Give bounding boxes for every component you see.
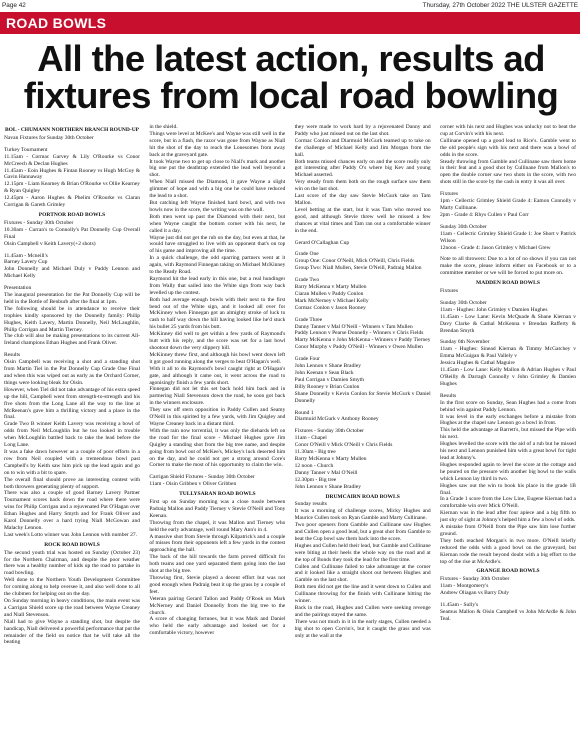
paragraph: Barney Lavery Cup [4,259,48,266]
paragraph: 11.15am - Cormac Garvey & Lily O'Rourke vs Conor McCreech & Declan Hughes [4,153,140,167]
paragraph: McKinney threw first, and although his bowl went down left it got good running along the verges to beat O'Hagan's well. [149,351,286,365]
paragraph: 11am - Oisin Gribben v Oliver Gribben [149,481,237,488]
paragraph: Hughes levelled the score with the aid of a rub but he missed his next and Lennon punished him with a great bowl for tight lead at Johnny's. [439,441,576,461]
paragraph: Hughes responded again to level the score at the cottage and he poured on the pressure with another big bowl to the walls which Lennon lay third in two. [439,461,576,482]
paragraph: Finnegan did not let this set back hold him back and in partnering Niall Stevenson down the road, he soon got back in the winners enclosure. [149,386,286,407]
paragraph: Group One: Conor O'Neill, Mick O'Neill, Chris Fields [294,258,415,265]
paragraph: Marty McKenna v John McKenna - Winners v Paddy Tierney [294,337,431,344]
section-heading: BOL - CHUMANN NORTHERN BRANCH ROUND-UP [4,127,140,133]
paragraph: Sunday 30th October [439,223,487,230]
paragraph: Results [439,392,457,399]
paragraph: Ciaran Mullen v Paddy Conlon [294,290,364,297]
paragraph: Both had average enough bowls with their next to the first bend out of the White sign, and it looked all over for McKinney when Finnegan got an almighty stroke of luck to cash to half way down the hill having looked like he'd stuck his bullet 25 yards from his butt. [149,296,286,331]
paragraph: However, when Tiel did not take advantage of his extra speed up the hill, Campbell went from strength-to-strength and his five shots from the Long Lane all the way to the line at McReenan's gave him a thrilling victory and a place in the final. [4,386,140,421]
paragraph: 11am - Cellectic Grimley Shield Grade 1: Joe Short v Patrick Wilson [439,230,576,244]
paragraph: Steady throwing from Gamble and Cullinane saw them home in their feat and a good shot by Cullinane from Mallon's to open the double corner saw two shots in the score, with two shots still in the score by the cash in entry it was all over. [439,158,576,186]
paragraph: When Niall missed the Diamond, it gave Wayne a slight glimmer of hope and with a big one he could have reduced the lead to a shot. [149,179,286,200]
paragraph: 11.45am - Low Lane: Kelly Mallon & Adrian Hughes v Paul O'Reilly & Darragh Connolly v John Grimley & Damien Hughes [439,367,576,387]
paragraph: Danny Tanner v Mal O'Neill [294,469,358,476]
paragraph: McKinney did well to get within a few yards of Raymond's butt with his reply, and the score was set for a last bowl shootout down the very slippery hill. [149,331,286,351]
paragraph: There was not much in it in the early stages, Cullen needed a big shot to open Corvin's, but it caught the grass and was only at the wall at the [294,618,431,639]
paragraph: Grade Four [294,356,320,363]
headline: All the latest action, results ad fixtures from local road bowling [23,38,559,116]
paragraph: John Lennon v Shane Bradley [294,483,361,490]
paragraph: With it all to do Raymond's bowl caught right at O'Hagan's gate, and although it came out, it went across the road to agonisingly finish a few yards short. [149,365,286,386]
paragraph: in the shield. [149,124,178,130]
paragraph: Billy Rooney v Brian Conlon [294,383,360,390]
paragraph: Niall had to give Wayne a standing shot, but despite the handicap, Niall delivered a powerful performance that put the remainder of the field on notice that he will take all the beating [4,618,140,646]
paragraph: Oisin Campbell was receiving a shot and a standing shot from Martin Tiel in the Pat Donnelly Cup Grade One Final and when this was wiped out as early as the Orchard Corner, things were looking bleak for Oisin. [4,359,140,386]
section-heading: GRANGE ROAD BOWLS [476,568,540,575]
article-column [4,124,140,734]
paragraph: Veteran pairing Gerard Tallon and Paddy O'Rook on Mark McNerney and Daniel Donnelly from the big tree to the church. [149,595,286,616]
paragraph: Cormac Conlon v Jason Rooney [294,304,366,311]
paragraph: There was also a couple of good Barney Lavery Partner Tournament scores back down the road where there were wins for Philip Corrigan and a rejuvenated Pat O'Hagan over Ethan Hughes and Harry Smyth and for Frank Oliver and Karol Donnelly over a hard trying Niall McGowan and Malachy Lennon. [4,490,140,531]
paragraph: Very steady from them both on the rough surface saw them win on the last shot. [294,179,431,193]
paragraph: They saw off stern opposition in Paddy Cullen and Seamy O'Neill in this spirited by a few yards, with Jim Quigley and Wayne Creaney back in a distant third. [149,407,286,427]
paragraph: The second youth trial was hosted on Sunday (October 23) for the Northern Chairman, and despite the poor weather there was a healthy number of kids up the road to partake in road bowling. [4,549,140,577]
paragraph: Grade Two [294,277,320,284]
paragraph: Grade Two B winner Keith Lavery was receiving a bowl of odds from Neil McLoughlin but he too looked in trouble when McLoughlin battled back to take the lead before the Long Lane. [4,421,140,449]
paragraph: 12.30pm - Big tree [294,476,337,483]
paragraph: Raymond hit the lead early in this one, but a real hundinger from Wally that sailed into the White sign from way back levelled up the contest. [149,275,286,296]
paragraph: Seamus Mallon & Oisin Campbell vs John McArdle & John Teal. [439,609,576,622]
paragraph: 11.45am - Mcneill's [4,252,48,259]
paragraph: Jessica Hughes & Cathal Maguire [439,360,515,367]
paragraph: The inaugural presentation for the Pat Donnelly Cup will be held in the Bottle of Benburb after the final at 1pm. [4,292,140,305]
paragraph: 12.15pm - Liam Kearney & Brian O'Rourke vs Ollie Kearney & Ryan Quigley [4,181,140,195]
paragraph: 11am - Hughes: John Grimley v Damien Hughes [439,306,548,313]
paragraph: Turkey Tournament [4,146,48,153]
paragraph: Sunday results [294,501,327,508]
page-header [0,0,580,12]
paragraph: Andrew Oliagan vs Barry Duly [439,590,510,597]
paragraph: 11.45am - Eoin Hughes & Fintan Rooney vs Hugh McGoy & Gavin Hannaway [4,167,140,181]
paragraph: The back of the hill towards the farm proved difficult for both teams and one yard separated them going into the last shot at the big tree. [149,554,286,575]
paragraph: But catching left Wayne finished hard bowl, and with two bowls now in the score, the writing was on the wall. [149,199,286,213]
paragraph: They both reached Morgan's in two more. O'Neill briefly reduced the odds with a good bowl on the graveyard, but Kiernan rode the result beyond doubt with a big effort to the top of the rise at McArdle's. [439,537,576,565]
paragraph: Cullinane opened up a good lead to Rice's. Gamble went to the old people's sign with his next and there was a bowl of odds in the score. [439,137,576,158]
paragraph: Grade Three [294,316,323,323]
paragraph: Sunday 30th October [439,299,487,306]
paragraph: In the first score on Sunday, Sean Hughes had a come from behind win against Paddy Lennon. [439,399,576,413]
paragraph: Things were level at McKee's and Wayne was still well in the score, but in a flash, the razor was gone from Wayne as Niall hit the shot of the day to reach the Lonesomes from away back at the graveyard gate. [149,130,286,158]
paragraph: Back in the road, Hughes and Cullen were seeking revenge and the pairings stayed the same. [294,605,431,618]
paragraph: Presentation [4,285,32,292]
paragraph: It was level in the early exchanges before a mistake from Hughes at the chapel saw Lennon go a bowl in front. [439,413,576,427]
paragraph: 1pm - Cellectic Grimley Shield Grade 4: Eamon Connolly v Marty Cullinane. [439,198,576,211]
paragraph: Two poor openers from Gamble and Cullinane saw Hughes and Cullen open a good lead, but a great shot from Gamble to beat the Cup bowl saw them back into the score. [294,522,431,542]
section-heading: TULLYSARAN ROAD BOWLS [179,491,256,498]
paragraph: Fixtures - Sunday 30th October [439,576,510,583]
paragraph: Paddy Lennon v Pearse Donnelly - Winners v Chris Fields [294,330,424,337]
paragraph: Paul Corrigan v Damien Smyth [294,376,365,383]
paragraph: Last week's Lotto winner was John Lennon with number 27. [4,531,137,538]
paragraph: Barry McKenna v Marty Mullen [294,455,367,462]
paragraph: Throwing from the chapel, it was Mallon and Tierney who held the early advantage, well round Mary Ann's in 4. [149,519,286,533]
section-heading: MADDEN ROAD BOWLS [476,280,540,287]
paragraph: A score of changing fortunes, but it was Mark and Daniel who held the early advantage and looked set for a comfortable victory, however [149,616,286,637]
paragraph: A massive shot from Stevie through Kilpatrick's and a couple of misses from their opponents left a few yards in the contest approaching the hall. [149,533,286,554]
paragraph: Both teams missed chances early on and the score really only got interesting after Paddy O's where big Kev and young Michael asserted. [294,158,431,179]
paragraph: Shane Donnelly v Kevin Conlon for Stevie McGurk v Daniel Donnelly [294,390,431,404]
dateline: Thursday, 27th October 2022 THE ULSTER GAZETTE [422,2,578,9]
paragraph: Kiernan was in the lead after four apiece and a big fifth to just shy of sight at Johnny's helped him a few a bowl of odds. [439,510,576,524]
paragraph: 10.30am - Curran's to Connolly's Pat Donnelly Cup Overall Final [4,226,140,240]
paragraph: Hughes and Cullen held their lead, but Gamble and Cullinane were biting at their heels the whole way on the road and at the top of Bonds they took the lead for the first time. [294,542,431,563]
paragraph: Round 1 [294,409,314,416]
paragraph: Throwing first, Stevie played a decent effort but was not good enough when Padraig beat it up the grass by a couple of feet. [149,575,286,595]
section-heading: PORTNOR ROAD BOWLS [38,211,106,218]
article-columns [4,124,576,734]
paragraph: John Lennon v Shane Bradley [294,363,361,370]
article-column [440,124,576,734]
paragraph: Level betting at the start, but it was Tam who moved too good, and although Stevie threw well he missed a few chances at vital times and Tam ran out a comfortable winner in the end. [294,206,431,234]
paragraph: In a Grade 1 score from the Low Line, Eugene Kiernan had a comfortable win over Mick O'Neill. [439,496,576,510]
paragraph: With the rain now torrential, it was only the diehards left on the road for the final score - Michael Hughes gave Jim Quigley a standing shot from the big tree name, and despite going from bowl out of McKee's, Mickey's luck deserted him on the day, and he could not get a strong around Core's Corner to make the most of his opportunity to claim the win. [149,427,286,469]
paragraph: Conor Murphy v Paddy O'Neill - Winners v Owen Mullen [294,344,423,351]
paragraph: Hughes saw out the win to book his place in the grade 1B final. [439,482,576,496]
paragraph: Last score of the day saw Stevie McGurk take on Tam Mallon. [294,193,431,206]
paragraph: Danny Tanner v Mal O'Neill - Winners v Tam Mullen [294,323,413,330]
article-column [149,124,285,734]
paragraph: The overall final should prove an interesting contest with both throwers generating plenty of support. [4,476,140,490]
paragraph: 12.45pm - Aaron Hughes & Phelim O'Rourke vs Ciaran Corrigan & Gareth Grimley [4,195,140,209]
paragraph: John Donnelly and Michael Duly v Paddy Lennon and Michael Kelly [4,266,140,280]
paragraph: Cormac Conlon and Diarmuid McGurk teamed up to take on the challenge of Michael Kelly and Jim Morgan from the hall. [294,137,431,158]
paragraph: Oisin Campbell v Keith Lavery(+2 shots) [4,240,96,247]
paragraph: Fixtures - Sunday 30th October [294,428,365,435]
paragraph: Fixtures [439,191,459,198]
paragraph: 11am - Montgomery's [439,583,489,590]
section-heading: DRUMCAIRN ROAD BOWLS [325,493,400,500]
paragraph: Conor O'Neill v Mick O'Neill v Chris Fields [294,442,393,449]
paragraph: Cullen and Cullinane failed to take advantage at the corner and it looked like a straight shoot out between Hughes and Gamble on the last shot. [294,563,431,584]
paragraph: It was a morning of challenge scores, Micky Hughes and Maurice Cullen took on Ryan Gamble and Marty Cullinane. [294,508,431,522]
paragraph: Navan Fixtures for Sunday 30th October [4,134,94,141]
paragraph: Fixtures [439,288,459,295]
paragraph: 11.45am - Sully's [439,602,479,609]
paragraph: 11am - Chapel [294,435,327,442]
paragraph: The following should be in attendance to receive their trophies kindly sponsored by the Donnelly family: Philip Hughes, Keith Lavery, Martin Donnelly, Neil McLaughlin, Philip Corrigan and Martin Tierney. [4,305,140,333]
paragraph: Well done to the Northern Youth Development Committee for coming along to help oversee it, and also well done to all the clubmen for helping out on the day. [4,577,140,598]
paragraph: Both men went up past the Diamond with their next, but when Wayne caught the bottom corner with his next, he called it a day. [149,213,286,234]
page-number: Page 42 [2,2,26,9]
paragraph: A mistake from O'Neill from the Pipe saw him lose further ground. [439,524,576,537]
paragraph: Diarmuid McGurk v Anthony Rooney [294,416,379,423]
paragraph: 12 noon - Church [294,462,334,469]
paragraph: Gerard O'Callaghan Cup [294,239,350,246]
paragraph: Mark McNerney v Michael Kelly [294,297,369,304]
paragraph: Barry McKenna v Marty Mullen [294,284,367,291]
section-heading: ROCK ROAD BOWLS [44,541,100,548]
paragraph: 11.45am - Low Lane: Kevin McQuade & Shane Kiernan v Davy Clarke & Cathal McKenna v Brendan Rafferty & Brendan Smyth [439,313,576,334]
paragraph: It was a fake dawn however as a couple of poor efforts in a row from Neil coupled with a tremendous bowl past Campbell's by Keith saw him pick up the lead again and go on to win with a bit to spare. [4,448,140,476]
paragraph: It took Wayne two to get up close to Niall's mark and another big one put the deathtrap extended the lead well beyond a shot. [149,158,286,179]
paragraph: In a quick challenge, the odd sparring partners went at it again, with Raymond Finnegan taking on Michael McKinney to the Ready Road. [149,255,286,276]
paragraph: John Keenan v Sean Black [294,370,354,376]
paragraph: Sunday 6th November [439,339,490,346]
paragraph: Fixtures - Sunday 30th October [4,219,74,226]
paragraph: The club will also be making presentations to its current All-Ireland champions Ethan Hughes and Frank Oliver. [4,333,140,347]
paragraph: Wayne just did not get the rub on the day, but even at that, he would have struggled to live with an opponent that's on top of his game and improving all the time. [149,234,286,255]
section-title: ROAD BOWLS [0,12,580,34]
paragraph: they were made to work hard by a rejuvenated Danny and Paddy who just missed out on the last shot. [294,124,431,137]
paragraph: Note to all throwers: Due to a lot of no shows if you can not make the score, please inform either on Facebook or to a committee member or we will be forced to put more on. [439,256,576,277]
paragraph: Both men did not get the line and it went down to Cullen and Cullinane throwing for the finish with Cullinane hitting the winner. [294,584,431,605]
paragraph: 2pm - Grade 4: Rhys Cullen v Paul Corr [439,211,529,218]
paragraph: Grade One [294,251,319,258]
paragraph: corner with his next and Hughes was unlucky not to beat the cup at Corvin's with his next. [439,124,576,137]
paragraph: First up on Sunday morning was a close tussle between Padraig Mallon and Paddy Tierney v Stevie O'Neill and Tony Keenan. [149,499,286,519]
paragraph: 12noon - Grade 4: Jason Grimley v Michael Grew [439,244,551,251]
paragraph: This held the advantage at Barrett's, but missed the Pipe with his next. [439,427,576,441]
article-column [295,124,431,734]
paragraph: Carrigan Shield Fixtures - Sunday 30th October [149,474,255,481]
paragraph: 11am - Hughes: Sinead Kiernan & Timmy McGatchey v Emma McGuigan & Paul Vallely v [439,346,576,360]
paragraph: Group Two: Niall Mullen, Stevie O'Neill, Padraig Mallon [294,265,422,272]
paragraph: Results [4,352,21,359]
paragraph: 11.30am - Big tree [294,449,336,456]
paragraph: On Sunday morning in heavy conditions, the main event was a Carrigan Shield score up the road between Wayne Creaney and Niall Stevenson. [4,598,140,618]
